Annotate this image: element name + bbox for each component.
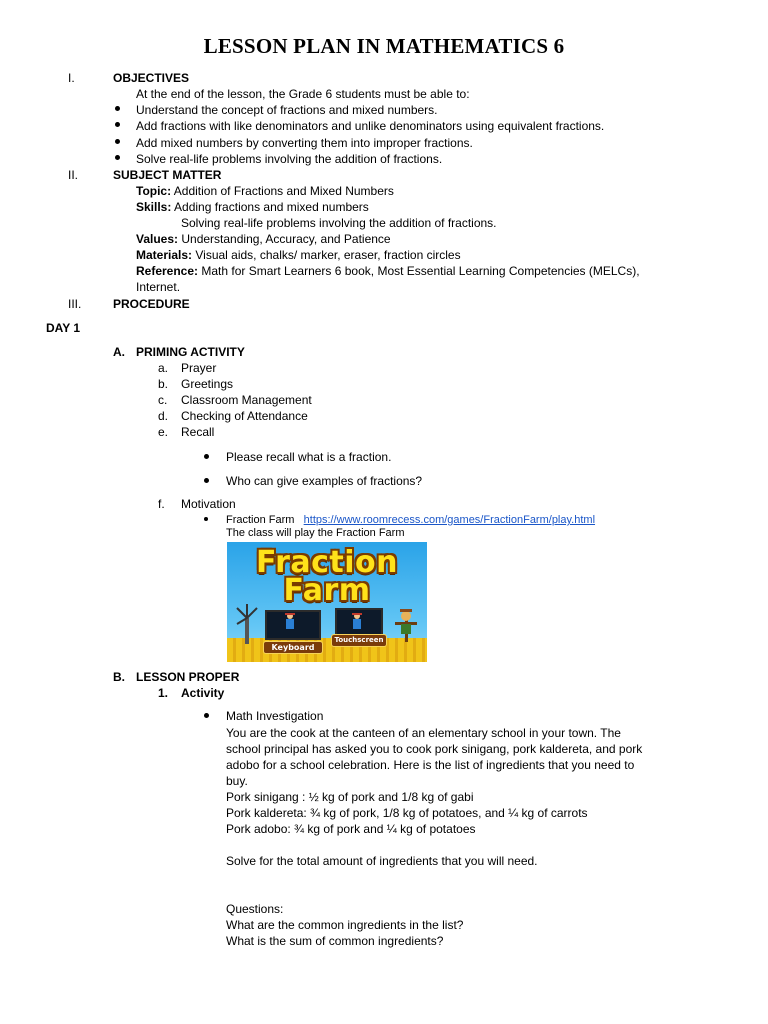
section-numeral-objectives: I. <box>68 71 75 85</box>
skills-value: Adding fractions and mixed numbers <box>171 200 369 214</box>
reference-value: Math for Smart Learners 6 book, Most Essential Learning Competencies (MELCs), <box>198 264 640 278</box>
investigation-paragraph-line: buy. <box>226 774 248 788</box>
activity-number: 1. <box>158 686 169 700</box>
ingredient-line: Pork adobo: ¾ kg of pork and ¼ kg of potatoes <box>226 822 476 836</box>
farmer-icon <box>282 612 298 632</box>
activity-heading: Activity <box>181 686 225 700</box>
fraction-farm-image <box>227 542 427 662</box>
day-heading: DAY 1 <box>46 321 81 335</box>
materials-line <box>136 247 461 263</box>
values-value: Understanding, Accuracy, and Patience <box>178 232 391 246</box>
priming-item-letter: e. <box>158 425 169 439</box>
ingredient-line: Pork kaldereta: ¾ kg of pork, 1/8 kg of potatoes, and ¼ kg of carrots <box>226 806 588 820</box>
priming-item-letter: c. <box>158 393 168 407</box>
priming-item-letter: b. <box>158 377 169 391</box>
lesson-letter: B. <box>113 670 125 684</box>
skills-label: Skills: <box>136 200 172 214</box>
investigation-paragraph-line: school principal has asked you to cook pork sinigang, pork kaldereta, and pork <box>226 742 643 756</box>
keyboard-label: Keyboard <box>263 641 323 654</box>
recall-bullet: Who can give examples of fractions? <box>226 474 423 488</box>
objective-item: Solve real-life problems involving the addition of fractions. <box>136 152 443 166</box>
section-numeral-subject-matter: II. <box>68 168 79 182</box>
bullet-icon <box>204 517 208 521</box>
priming-heading: PRIMING ACTIVITY <box>136 345 245 359</box>
instruction-line: Solve for the total amount of ingredients that you will need. <box>226 854 538 868</box>
page-title: LESSON PLAN IN MATHEMATICS 6 <box>203 34 565 58</box>
subject-matter-heading: SUBJECT MATTER <box>113 168 222 182</box>
section-numeral-procedure: III. <box>68 297 82 311</box>
windmill-icon <box>235 604 259 644</box>
ingredient-line: Pork sinigang : ½ kg of pork and 1/8 kg of gabi <box>226 790 474 804</box>
priming-item: Greetings <box>181 377 234 391</box>
priming-item-letter: d. <box>158 409 169 423</box>
game-name: Fraction Farm <box>226 514 295 526</box>
topic-value: Addition of Fractions and Mixed Numbers <box>171 184 394 198</box>
investigation-title: Math Investigation <box>226 709 324 723</box>
reference-label: Reference: <box>136 264 199 278</box>
priming-item: Recall <box>181 425 215 439</box>
motivation-letter: f. <box>158 497 165 511</box>
priming-item-letter: a. <box>158 361 169 375</box>
motivation-label: Motivation <box>181 497 236 511</box>
question-item: What is the sum of common ingredients? <box>226 934 444 948</box>
values-line <box>136 231 391 247</box>
priming-item: Prayer <box>181 361 217 375</box>
recall-bullet: Please recall what is a fraction. <box>226 450 392 464</box>
image-title-line-1: Fraction <box>256 545 398 580</box>
priming-letter: A. <box>113 345 125 359</box>
priming-item: Classroom Management <box>181 393 312 407</box>
lesson-heading: LESSON PROPER <box>136 670 240 684</box>
objective-item: Add mixed numbers by converting them into improper fractions. <box>136 136 473 150</box>
investigation-paragraph-line: You are the cook at the canteen of an elementary school in your town. The <box>226 726 621 740</box>
game-link[interactable]: https://www.roomrecess.com/games/FractionFarm/play.html <box>303 514 596 526</box>
objectives-heading: OBJECTIVES <box>113 71 190 85</box>
reference-value-2: Internet. <box>136 280 181 294</box>
farmer-icon <box>349 612 365 632</box>
topic-label: Topic: <box>136 184 172 198</box>
materials-label: Materials: <box>136 248 193 262</box>
topic-line <box>136 183 394 199</box>
touchscreen-label: Touchscreen <box>331 634 387 647</box>
objectives-intro: At the end of the lesson, the Grade 6 students must be able to: <box>136 87 470 101</box>
reference-line <box>136 263 640 279</box>
game-note: The class will play the Fraction Farm <box>226 527 405 539</box>
bullet-icon <box>115 106 120 111</box>
bullet-icon <box>204 454 209 459</box>
bullet-icon <box>204 478 209 483</box>
bullet-icon <box>204 713 209 718</box>
procedure-heading: PROCEDURE <box>113 297 190 311</box>
questions-label: Questions: <box>226 902 284 916</box>
objective-item: Understand the concept of fractions and mixed numbers. <box>136 103 438 117</box>
bullet-icon <box>115 122 120 127</box>
materials-value: Visual aids, chalks/ marker, eraser, fraction circles <box>192 248 461 262</box>
values-label: Values: <box>136 232 179 246</box>
skills-value-2: Solving real-life problems involving the addition of fractions. <box>181 216 497 230</box>
priming-item: Checking of Attendance <box>181 409 308 423</box>
bullet-icon <box>115 139 120 144</box>
objective-item: Add fractions with like denominators and unlike denominators using equivalent fractions. <box>136 119 605 133</box>
question-item: What are the common ingredients in the list? <box>226 918 464 932</box>
bullet-icon <box>115 155 120 160</box>
scarecrow-icon <box>393 608 419 642</box>
skills-line <box>136 199 369 215</box>
image-title-line-2: Farm <box>283 573 371 608</box>
investigation-paragraph-line: adobo for a school celebration. Here is the list of ingredients that you need to <box>226 758 635 772</box>
